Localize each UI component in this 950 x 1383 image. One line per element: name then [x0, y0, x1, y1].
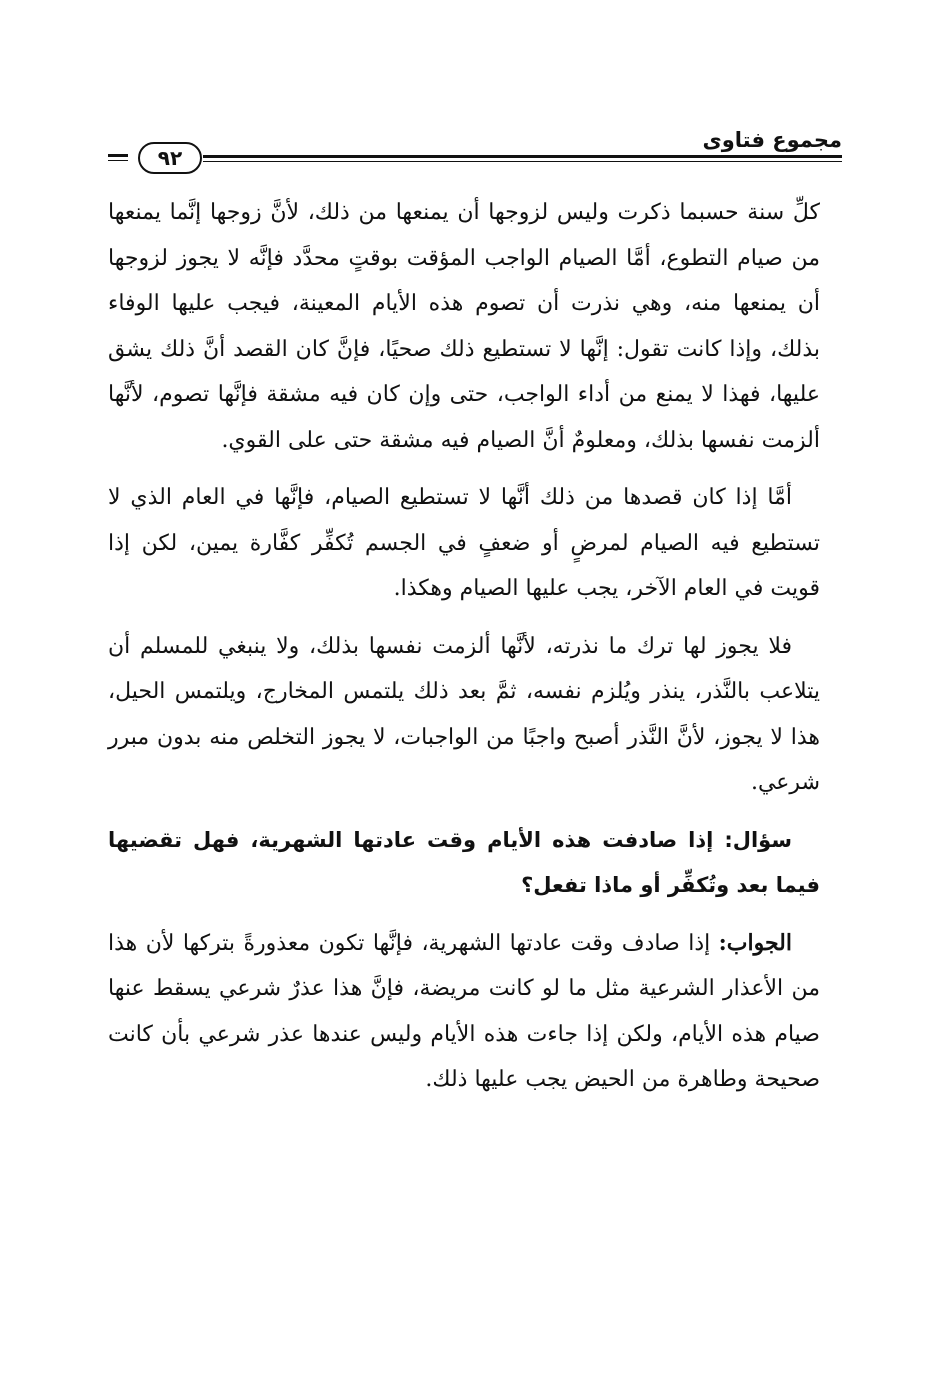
page-number-badge: [108, 140, 203, 174]
page-header: [108, 128, 842, 188]
page-number: ٩٢: [138, 142, 202, 174]
question-paragraph: سؤال: إذا صادفت هذه الأيام وقت عادتها الشهرية، فهل تقضيها فيما بعد وتُكفِّر أو ماذا تفعل؟: [108, 827, 820, 897]
page-number-rule: [108, 154, 128, 161]
paragraph-3: فلا يجوز لها ترك ما نذرته، لأنَّها ألزمت نفسها بذلك، ولا ينبغي للمسلم أن يتلاعب بالنَّذر، ينذر ويُلزم نفسه، ثمَّ بعد ذلك يلتمس المخارج، ويلتمس الحيل، هذا لا يجوز، لأنَّ النَّذر أصبح واجبًا من الواجبات، لا يجوز التخلص منه بدون مبرر شرعي.: [108, 633, 820, 795]
page-body: [108, 190, 820, 1115]
paragraph-2: أمَّا إذا كان قصدها من ذلك أنَّها لا تستطيع الصيام، فإنَّها في العام الذي لا تستطيع فيه الصيام لمرضٍ أو ضعفٍ في الجسم تُكفِّر كفَّارة يمين، لكن إذا قويت في العام الآخر، يجب عليها الصيام وهكذا.: [108, 485, 820, 601]
answer-label: الجواب:: [718, 929, 792, 956]
book-title: مجموع فتاوى: [702, 128, 842, 152]
answer-paragraph: [108, 921, 820, 1103]
header-rule: [203, 155, 842, 162]
answer-text: إذا صادف وقت عادتها الشهرية، فإنَّها تكون معذورةً بتركها لأن هذا من الأعذار الشرعية مثل ما لو كانت مريضة، فإنَّ هذا عذرٌ شرعي يسقط عنها صيام هذه الأيام، ولكن إذا جاءت هذه الأيام وليس عندها عذر شرعي بأن كانت صحيحة وطاهرة من الحيض يجب عليها ذلك.: [108, 930, 820, 1092]
paragraph-1: كلِّ سنة حسبما ذكرت وليس لزوجها أن يمنعها من ذلك، لأنَّ زوجها إنَّما يمنعها من صيام التطوع، أمَّا الصيام الواجب المؤقت بوقتٍ محدَّد فإنَّه لا يجوز لزوجها أن يمنعها منه، وهي نذرت أن تصوم هذه الأيام المعينة، فيجب عليها الوفاء بذلك، وإذا كانت تقول: إنَّها لا تستطيع ذلك صحيًا، فإنَّ كان القصد أنَّ ذلك يشق عليها، فهذا لا يمنع من أداء الواجب، حتى وإن كان فيه مشقة فإنَّها تصوم، لأنَّها ألزمت نفسها بذلك، ومعلومٌ أنَّ الصيام فيه مشقة حتى على القوي.: [108, 200, 820, 453]
